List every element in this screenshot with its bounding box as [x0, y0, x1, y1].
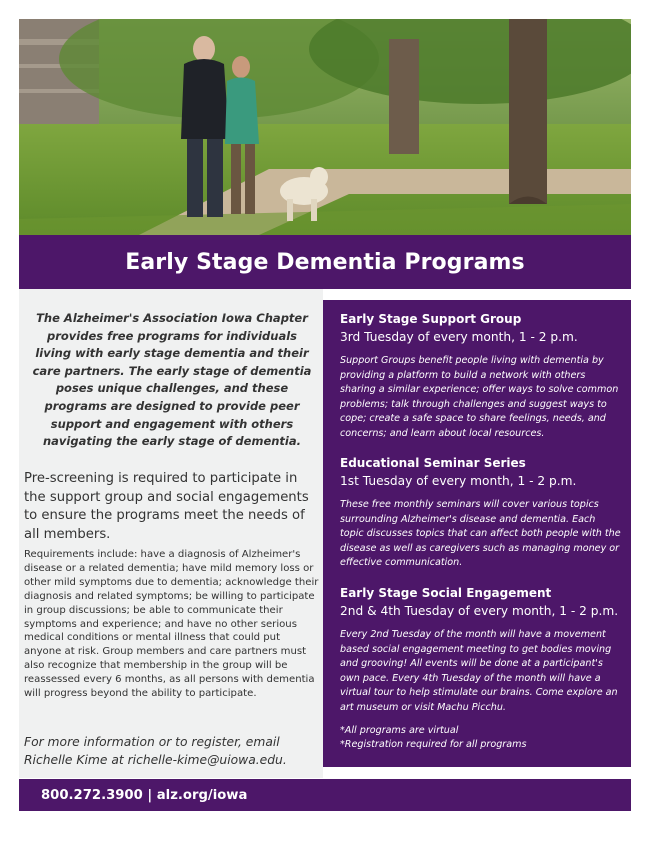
program-support-group	[340, 312, 622, 442]
program-title: Early Stage Social Engagement	[340, 586, 552, 600]
note-virtual: *All programs are virtual	[340, 725, 459, 736]
title-band	[19, 235, 631, 289]
intro-paragraph: The Alzheimer's Association Iowa Chapter provides free programs for individuals living with early stage dementia and their care partners. The early stage of dementia poses unique challenges, and these programs are designed to provide peer support and engagement with others navigating the early stage of dementia.	[32, 311, 312, 449]
requirements-paragraph: Requirements include: have a diagnosis of Alzheimer's disease or a related dementia; have mild memory loss or other mild symptoms due to dementia; acknowledge their diagnosis and related symptoms; be willing to participate in group discussions; be able to communicate their symptoms and experience; and have no other serious medical conditions or mental illness that could put anyone at risk. Group members and care partners must also recognize that membership in the group will be reassessed every 6 months, as all persons with dementia will progress beyond the ability to participate.	[24, 549, 319, 700]
program-schedule: 1st Tuesday of every month, 1 - 2 p.m.	[340, 474, 577, 488]
program-title: Educational Seminar Series	[340, 456, 526, 470]
program-notes	[340, 724, 622, 752]
program-description: Support Groups benefit people living with dementia by providing a platform to build a network with others sharing a similar experience; offer ways to solve common problems; talk through challenges and suggest ways to cope; create a safe space to share feelings, needs, and concerns; and learn about local resources.	[340, 355, 619, 439]
program-social-engagement	[340, 586, 622, 716]
page-title: Early Stage Dementia Programs	[125, 249, 525, 275]
program-title: Early Stage Support Group	[340, 312, 522, 326]
contact-prefix: For more information or to register, email Richelle Kime at	[24, 735, 280, 767]
programs-panel	[323, 300, 631, 767]
contact-suffix: .	[282, 752, 287, 767]
footer-contact[interactable]: 800.272.3900 | alz.org/iowa	[41, 787, 248, 803]
prescreen-paragraph: Pre-screening is required to participate in the support group and social engagements to ensure the programs meet the needs of all members.	[24, 471, 309, 542]
header-photo	[19, 19, 631, 235]
contact-paragraph	[24, 734, 320, 769]
program-educational-seminar	[340, 456, 622, 571]
program-description: Every 2nd Tuesday of the month will have a movement based social engagement meeting to get bodies moving and grooving! All events will be done at a participant's own pace. Every 4th Tuesday of the month will have a virtual tour to help stimulate our brains. Come explore an art museum or visit Machu Picchu.	[340, 629, 618, 713]
note-registration: *Registration required for all programs	[340, 739, 527, 750]
program-schedule: 2nd & 4th Tuesday of every month, 1 - 2 p.m.	[340, 604, 619, 618]
outdoor-walk-photo	[19, 19, 631, 235]
contact-email-link[interactable]: richelle-kime@uiowa.edu	[127, 752, 283, 767]
program-schedule: 3rd Tuesday of every month, 1 - 2 p.m.	[340, 330, 578, 344]
program-description: These free monthly seminars will cover various topics surrounding Alzheimer's disease and dementia. Each topic discusses topics that can affect both people with the disease as well as caregivers such as managing money or effective communication.	[340, 499, 621, 569]
footer-band	[19, 779, 631, 811]
